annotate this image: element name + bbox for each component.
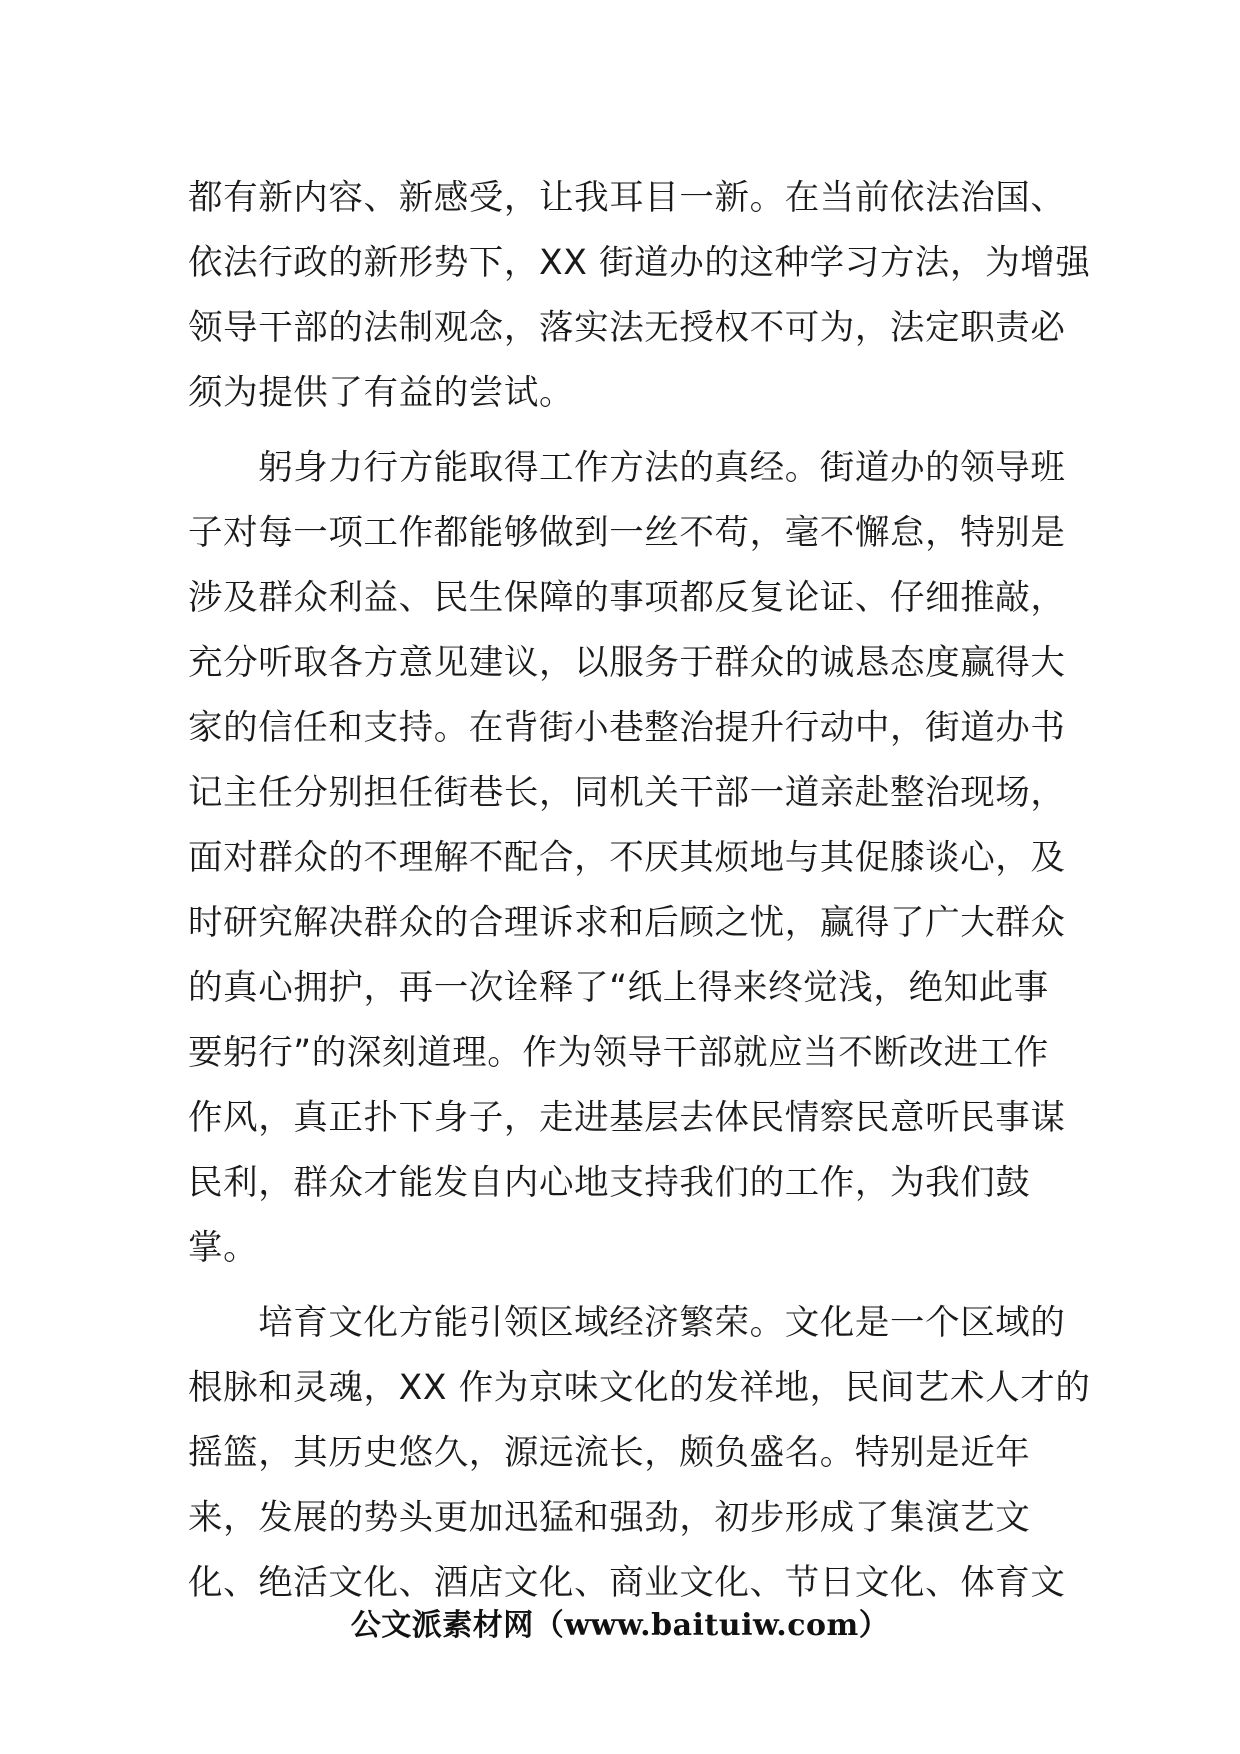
text-line: 都有新内容、新感受，让我耳目一新。在当前依法治国、 (188, 178, 1066, 218)
text-line: 时研究解决群众的合理诉求和后顾之忧，赢得了广大群众 (188, 903, 1066, 943)
footer-watermark: 公文派素材网（www.baituiw.com） (350, 1608, 890, 1643)
paragraph-gap (188, 426, 1058, 436)
text-line: 须为提供了有益的尝试。 (188, 373, 575, 413)
text-line: 的真心拥护，再一次诠释了“纸上得来终觉浅，绝知此事 (188, 968, 1049, 1008)
text-line: 根脉和灵魂，XX 作为京味文化的发祥地，民间艺术人才的 (188, 1368, 1091, 1408)
paragraph-gap (188, 1281, 1058, 1291)
text-line: 民利，群众才能发自内心地支持我们的工作，为我们鼓 (188, 1163, 1031, 1203)
text-line: 领导干部的法制观念，落实法无授权不可为，法定职责必 (188, 308, 1066, 348)
text-line: 培育文化方能引领区域经济繁荣。文化是一个区域的 (188, 1303, 1066, 1343)
text-line: 化、绝活文化、酒店文化、商业文化、节日文化、体育文 (188, 1563, 1066, 1603)
text-line: 躬身力行方能取得工作方法的真经。街道办的领导班 (188, 448, 1066, 488)
text-line: 来，发展的势头更加迅猛和强劲，初步形成了集演艺文 (188, 1498, 1031, 1538)
text-line: 作风，真正扑下身子，走进基层去体民情察民意听民事谋 (188, 1098, 1066, 1138)
document-body (188, 166, 1091, 1616)
text-line: 子对每一项工作都能够做到一丝不苟，毫不懈怠，特别是 (188, 513, 1066, 553)
text-line: 要躬行”的深刻道理。作为领导干部就应当不断改进工作 (188, 1033, 1049, 1073)
text-line: 家的信任和支持。在背街小巷整治提升行动中，街道办书 (188, 708, 1066, 748)
text-line: 依法行政的新形势下，XX 街道办的这种学习方法，为增强 (188, 243, 1091, 283)
text-line: 摇篮，其历史悠久，源远流长，颇负盛名。特别是近年 (188, 1433, 1031, 1473)
text-line: 充分听取各方意见建议，以服务于群众的诚恳态度赢得大 (188, 643, 1066, 683)
text-line: 面对群众的不理解不配合，不厌其烦地与其促膝谈心，及 (188, 838, 1066, 878)
text-line: 掌。 (188, 1228, 259, 1268)
text-line: 涉及群众利益、民生保障的事项都反复论证、仔细推敲， (188, 578, 1066, 618)
text-line: 记主任分别担任街巷长，同机关干部一道亲赴整治现场， (188, 773, 1066, 813)
